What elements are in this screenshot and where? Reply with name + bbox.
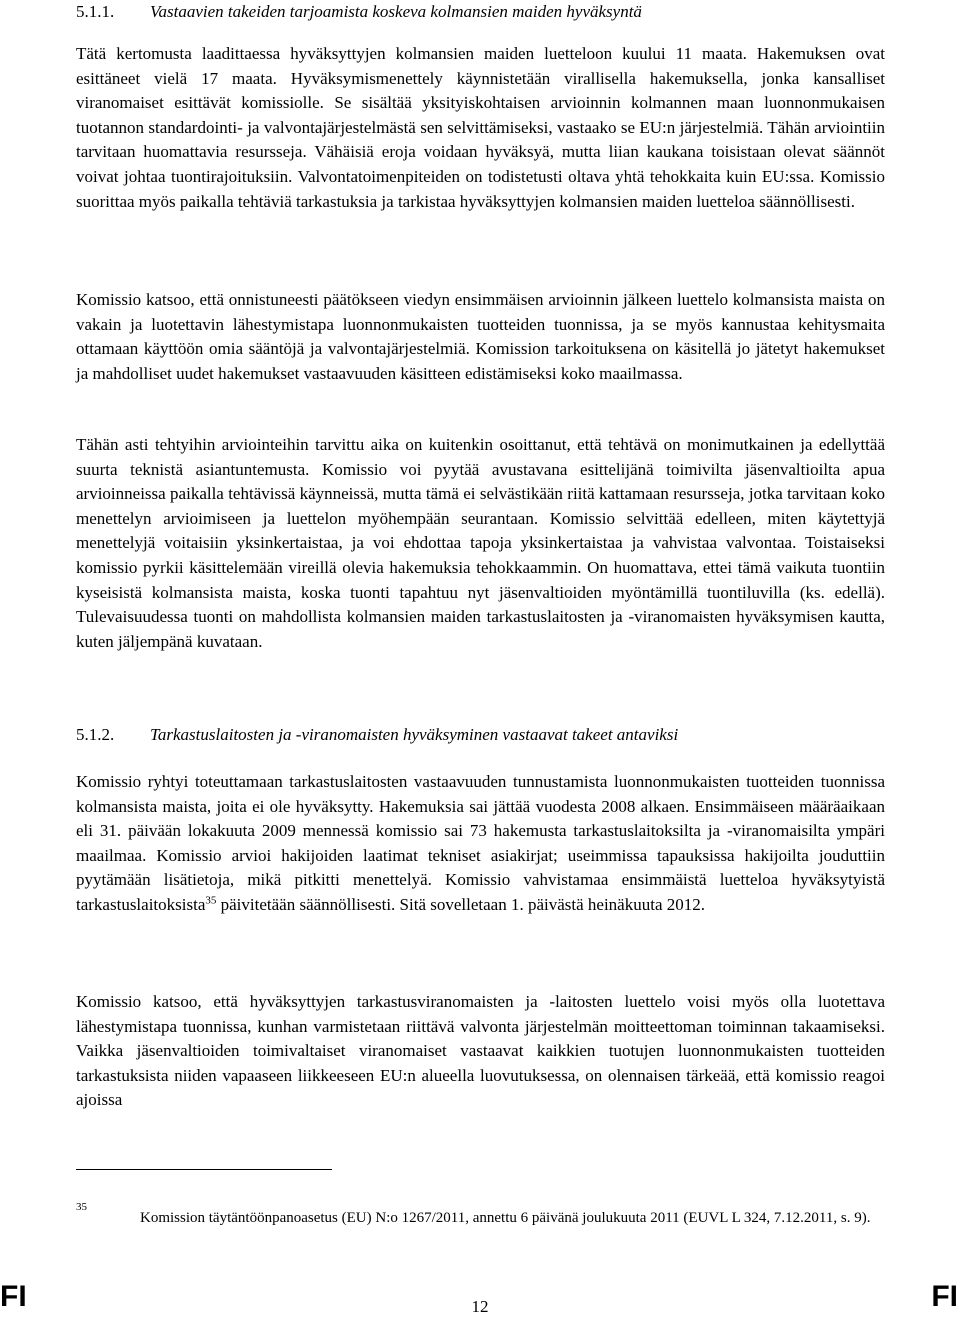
footnote-text: Komission täytäntöönpanoasetus (EU) N:o 1267/2011, annettu 6 päivänä joulukuuta 2011 (EUVL L 324, 7.12.2011, s. 9). xyxy=(140,1210,871,1226)
language-code-right: FI xyxy=(931,1280,958,1313)
paragraph-control-authorities-list: Komissio katsoo, että hyväksyttyjen tarkastusviranomaisten ja -laitosten luettelo voisi myös olla luotettava lähestymistapa tuonnissa, kunhan varmistetaan riittävä valvonta järjestelmän moitteettoman toiminnan takaamiseksi. Vaikka jäsenvaltioiden toimivaltaiset viranomaiset vastaavat kaikkien tuotujen luonnonmukaisten tuotteiden tarkastuksista niiden vapaaseen liikkeeseen EU:n alueella luovutuksessa, on olennaisen tärkeää, että komissio reagoi ajoissa xyxy=(76,992,885,1110)
paragraph-third-country-approval: Tätä kertomusta laadittaessa hyväksyttyjen kolmansien maiden luetteloon kuului 11 maata. Hakemuksen ovat esittäneet vielä 17 maata. Hyväksymismenettely käynnistetään virallisella hakemuksella, jonka kansalliset viranomaiset esittävät komissiolle. Se sisältää yksityiskohtaisen arvioinnin kolmannen maan luonnonmukaisen tuotannon standardointi- ja valvontajärjestelmästä sen selvittämiseksi, vastaako se EU:n järjestelmiä. Tähän arviointiin tarvitaan huomattavia resursseja. Vähäisiä eroja voidaan hyväksyä, mutta liian kaukana toisistaan olevat säännöt voivat johtaa tuontirajoituksiin. Valvontatoimenpiteiden on todistetusti oltava yhtä tehokkaita kuin EU:ssa. Komissio suorittaa myös paikalla tehtäviä tarkastuksia ja tarkistaa hyväksyttyjen kolmansien maiden luetteloa säännöllisesti. xyxy=(76,44,885,211)
page-number: 12 xyxy=(471,1297,489,1316)
footnote-number: 35 xyxy=(76,1201,87,1213)
language-code-left: FI xyxy=(0,1280,27,1313)
paragraph-assessment-time: Tähän asti tehtyihin arviointeihin tarvittu aika on kuitenkin osoittanut, että tehtävä on monimutkainen ja edellyttää suurta teknistä asiantuntemusta. Komissio voi pyytää avustavana esittelijänä toimivilta jäsenvaltioilta apua arvioinneissa paikalla tehtävissä käynneissä, mutta tämä ei selvästikään riitä kattamaan resursseja, jotka tarvitaan koko menettelyn arvioimiseen ja luettelon myöhempään seurantaan. Komissio selvittää edelleen, miten käytettyjä menettelyjä voitaisiin yksinkertaistaa, ja voi ehdottaa tapoja yksinkertaistaa ja vahvistaa valvontaa. Toistaiseksi komissio pyrkii käsittelemään vireillä olevia hakemuksia tehokkaammin. On huomattava, ettei tämä vaikuta tuontiin kyseisistä kolmansista maista, koska tuonti tapahtuu nyt jäsenvaltioiden myöntämillä tuontiluvilla (ks. edellä). Tulevaisuudessa tuonti on mahdollista kolmansien maiden tarkastuslaitosten ja -viranomaisten hyväksymisen kautta, kuten jäljempänä kuvataan. xyxy=(76,435,885,651)
section-title: Tarkastuslaitosten ja -viranomaisten hyväksyminen vastaavat takeet antaviksi xyxy=(150,725,679,744)
footnote-divider xyxy=(76,1169,332,1170)
paragraph-control-bodies-recognition xyxy=(76,770,885,918)
paragraph-text: Komissio ryhtyi toteuttamaan tarkastuslaitosten vastaavuuden tunnustamista luonnonmukaisten tuotteiden tuonnissa kolmansista maista, joita ei ole hyväksytty. Hakemuksia sai jättää vuodesta 2008 alkaen. Ensimmäiseen määräaikaan eli 31. päivään lokakuuta 2009 mennessä komissio sai 73 hakemusta tarkastuslaitoksilta ja -viranomaisilta ympäri maailmaa. Komissio arvioi hakijoiden laatimat tekniset asiakirjat; useimmissa tapauksissa hakijoilta jouduttiin pyytämään lisätietoja, mikä pitkitti menettelyä. Komissio vahvistamaa ensimmäistä luetteloa hyväksytyistä tarkastuslaitoksista xyxy=(76,772,885,914)
paragraph-commission-view-list: Komissio katsoo, että onnistuneesti päätökseen viedyn ensimmäisen arvioinnin jälkeen luettelo kolmansista maista on vakain ja luotettavin lähestymistapa luonnonmukaisten tuotteiden tuonnissa, ja se myös kannustaa kehitysmaita ottamaan käyttöön omia sääntöjä ja valvontajärjestelmiä. Komission tarkoituksena on käsitellä jo jätetyt hakemukset ja mahdolliset uudet hakemukset vastaavuuden käsitteen edistämiseksi koko maailmassa. xyxy=(76,290,885,383)
section-number: 5.1.1. xyxy=(76,2,115,21)
footnote-reference[interactable]: 35 xyxy=(205,894,217,907)
paragraph-text-continued: päivitetään säännöllisesti. Sitä sovelletaan 1. päivästä heinäkuuta 2012. xyxy=(220,894,705,914)
section-title: Vastaavien takeiden tarjoamista koskeva kolmansien maiden hyväksyntä xyxy=(150,2,642,21)
section-number: 5.1.2. xyxy=(76,725,115,744)
section-heading-5-1-2 xyxy=(76,723,896,747)
section-heading-5-1-1 xyxy=(76,0,896,24)
